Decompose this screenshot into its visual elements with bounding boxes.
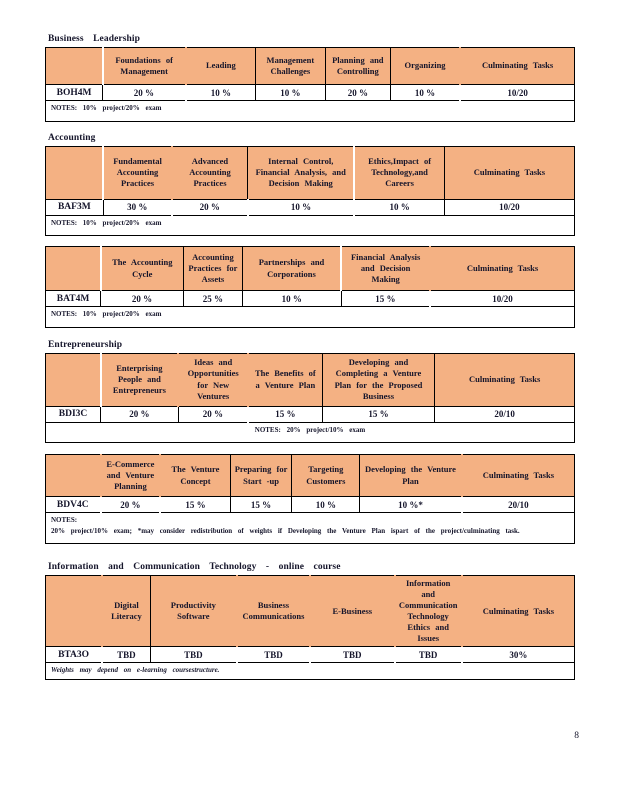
course-section-bta3o bbox=[45, 562, 575, 680]
weight-value-cell: 20 % bbox=[103, 85, 186, 101]
weight-value-cell: 30 % bbox=[103, 199, 172, 215]
course-section-bdi3c bbox=[45, 340, 575, 444]
header-cell: Internal Control, Financial Analysis, and Decision Making bbox=[248, 146, 355, 199]
weight-value-cell: 10 % bbox=[390, 85, 460, 101]
notes-cell bbox=[46, 101, 575, 122]
course-weights-table bbox=[45, 146, 575, 237]
header-cell: Culminating Tasks bbox=[435, 353, 575, 406]
course-code-cell: BOH4M bbox=[46, 85, 103, 101]
section-heading: Accounting bbox=[48, 132, 96, 143]
header-cell: Foundations of Management bbox=[103, 48, 186, 85]
weight-value-cell: 25 % bbox=[184, 291, 243, 307]
notes-row bbox=[46, 513, 575, 544]
course-code-cell: BTA3O bbox=[46, 647, 103, 663]
weight-value-cell: 20/10 bbox=[435, 406, 575, 422]
course-weights-table bbox=[45, 454, 575, 544]
notes-line: NOTES: bbox=[51, 516, 78, 524]
notes-line: Weights may depend on e-learning coursestructure. bbox=[51, 666, 220, 675]
header-cell: Fundamental Accounting Practices bbox=[103, 146, 172, 199]
weight-value-cell: 15 % bbox=[230, 497, 292, 513]
table-row bbox=[46, 647, 575, 663]
notes-cell bbox=[46, 663, 575, 680]
page-number: 8 bbox=[574, 731, 579, 741]
notes-line: 20% project/10% exam; *may consider redistribution of weights if Developing the Venture Plan ispart of the project/culminating task. bbox=[51, 526, 520, 535]
course-weights-table bbox=[45, 246, 575, 328]
section-heading: Business Leadership bbox=[48, 34, 141, 44]
course-section-boh4m bbox=[45, 34, 575, 122]
weight-value-cell: TBD bbox=[102, 647, 150, 663]
table-row bbox=[46, 406, 575, 422]
header-cell: Advanced Accounting Practices bbox=[172, 146, 248, 199]
header-cell: The Benefits of a Venture Plan bbox=[248, 353, 322, 406]
course-weights-table bbox=[45, 47, 575, 122]
weight-value-cell: 10 % bbox=[354, 199, 444, 215]
course-weights-table bbox=[45, 575, 575, 680]
header-cell-blank bbox=[46, 576, 103, 647]
notes-cell bbox=[46, 422, 575, 443]
notes-cell bbox=[46, 215, 575, 236]
weight-value-cell: TBD bbox=[395, 647, 462, 663]
header-cell-blank bbox=[46, 247, 101, 291]
table-row bbox=[46, 85, 575, 101]
notes-row bbox=[46, 307, 575, 328]
header-cell: Leading bbox=[186, 48, 256, 85]
weight-value-cell: 15 % bbox=[341, 291, 430, 307]
weight-value-cell: 20 % bbox=[325, 85, 390, 101]
header-cell: The Accounting Cycle bbox=[101, 247, 184, 291]
header-cell: E-Commerce and Venture Planning bbox=[101, 455, 161, 497]
weight-value-cell: 15 % bbox=[248, 406, 322, 422]
notes-cell bbox=[46, 513, 575, 544]
notes-line: NOTES: 10% project/20% exam bbox=[51, 104, 162, 112]
header-cell: Planning and Controlling bbox=[325, 48, 390, 85]
weight-value-cell: 20 % bbox=[172, 199, 248, 215]
header-cell-blank bbox=[46, 146, 104, 199]
table-header-row bbox=[46, 353, 575, 406]
course-code-cell: BAF3M bbox=[46, 199, 104, 215]
weight-value-cell: 10 % bbox=[248, 199, 355, 215]
weight-value-cell: 15 % bbox=[160, 497, 230, 513]
header-cell: Organizing bbox=[390, 48, 460, 85]
table-row bbox=[46, 199, 575, 215]
course-weight-tables bbox=[45, 34, 575, 680]
header-cell: Financial Analysis and Decision Making bbox=[341, 247, 430, 291]
course-weights-table bbox=[45, 353, 575, 444]
weight-value-cell: 10/20 bbox=[430, 291, 574, 307]
course-code-cell: BDV4C bbox=[46, 497, 101, 513]
weight-value-cell: 20 % bbox=[101, 497, 161, 513]
header-cell-blank bbox=[46, 455, 101, 497]
header-cell: Enterprising People and Entrepreneurs bbox=[101, 353, 179, 406]
header-cell: E-Business bbox=[310, 576, 395, 647]
header-cell-blank bbox=[46, 48, 103, 85]
weight-value-cell: TBD bbox=[310, 647, 395, 663]
notes-line: NOTES: 10% project/20% exam bbox=[51, 310, 162, 318]
course-section-bdv4c bbox=[45, 454, 575, 544]
weight-value-cell: 30% bbox=[462, 647, 575, 663]
notes-line: NOTES: 10% project/20% exam bbox=[51, 218, 162, 227]
table-row bbox=[46, 497, 575, 513]
notes-cell bbox=[46, 307, 575, 328]
header-cell: Culminating Tasks bbox=[462, 455, 575, 497]
table-row bbox=[46, 291, 575, 307]
header-cell: Culminating Tasks bbox=[460, 48, 574, 85]
notes-row bbox=[46, 663, 575, 680]
weight-value-cell: 10 %* bbox=[360, 497, 462, 513]
weight-value-cell: 20/10 bbox=[462, 497, 575, 513]
header-cell: Culminating Tasks bbox=[430, 247, 574, 291]
header-cell: Culminating Tasks bbox=[444, 146, 574, 199]
weight-value-cell: 10/20 bbox=[444, 199, 574, 215]
course-section-baf3m bbox=[45, 133, 575, 237]
weight-value-cell: 10 % bbox=[292, 497, 360, 513]
section-heading: Entrepreneurship bbox=[48, 339, 123, 350]
weight-value-cell: 20 % bbox=[101, 291, 184, 307]
header-cell-blank bbox=[46, 353, 101, 406]
course-code-cell: BAT4M bbox=[46, 291, 101, 307]
weight-value-cell: TBD bbox=[150, 647, 237, 663]
notes-line: NOTES: 20% project/10% exam bbox=[254, 425, 366, 434]
page-content bbox=[45, 0, 575, 680]
header-cell: Developing and Completing a Venture Plan for the Proposed Business bbox=[322, 353, 435, 406]
header-cell: Ideas and Opportunities for New Ventures bbox=[178, 353, 248, 406]
weight-value-cell: 15 % bbox=[322, 406, 435, 422]
notes-row bbox=[46, 215, 575, 236]
header-cell: Management Challenges bbox=[255, 48, 325, 85]
course-code-cell: BDI3C bbox=[46, 406, 101, 422]
weight-value-cell: 10 % bbox=[255, 85, 325, 101]
header-cell: Information and Communication Technology Ethics and Issues bbox=[395, 576, 462, 647]
course-section-bat4m bbox=[45, 246, 575, 328]
weight-value-cell: 20 % bbox=[101, 406, 179, 422]
header-cell: The Venture Concept bbox=[160, 455, 230, 497]
table-header-row bbox=[46, 146, 575, 199]
weight-value-cell: TBD bbox=[237, 647, 310, 663]
weight-value-cell: 10 % bbox=[186, 85, 256, 101]
header-cell: Culminating Tasks bbox=[462, 576, 575, 647]
weight-value-cell: 10 % bbox=[242, 291, 341, 307]
header-cell: Partnerships and Corporations bbox=[242, 247, 341, 291]
table-header-row bbox=[46, 576, 575, 647]
table-header-row bbox=[46, 455, 575, 497]
header-cell: Business Communications bbox=[237, 576, 310, 647]
section-heading: Information and Communication Technology - online course bbox=[48, 562, 341, 572]
weight-value-cell: 20 % bbox=[178, 406, 248, 422]
header-cell: Targeting Customers bbox=[292, 455, 360, 497]
header-cell: Developing the Venture Plan bbox=[360, 455, 462, 497]
header-cell: Preparing for Start -up bbox=[230, 455, 292, 497]
header-cell: Digital Literacy bbox=[102, 576, 150, 647]
weight-value-cell: 10/20 bbox=[460, 85, 574, 101]
table-header-row bbox=[46, 48, 575, 85]
header-cell: Productivity Software bbox=[150, 576, 237, 647]
table-header-row bbox=[46, 247, 575, 291]
header-cell: Accounting Practices for Assets bbox=[184, 247, 243, 291]
notes-row bbox=[46, 422, 575, 443]
header-cell: Ethics,Impact of Technology,and Careers bbox=[354, 146, 444, 199]
notes-row bbox=[46, 101, 575, 122]
